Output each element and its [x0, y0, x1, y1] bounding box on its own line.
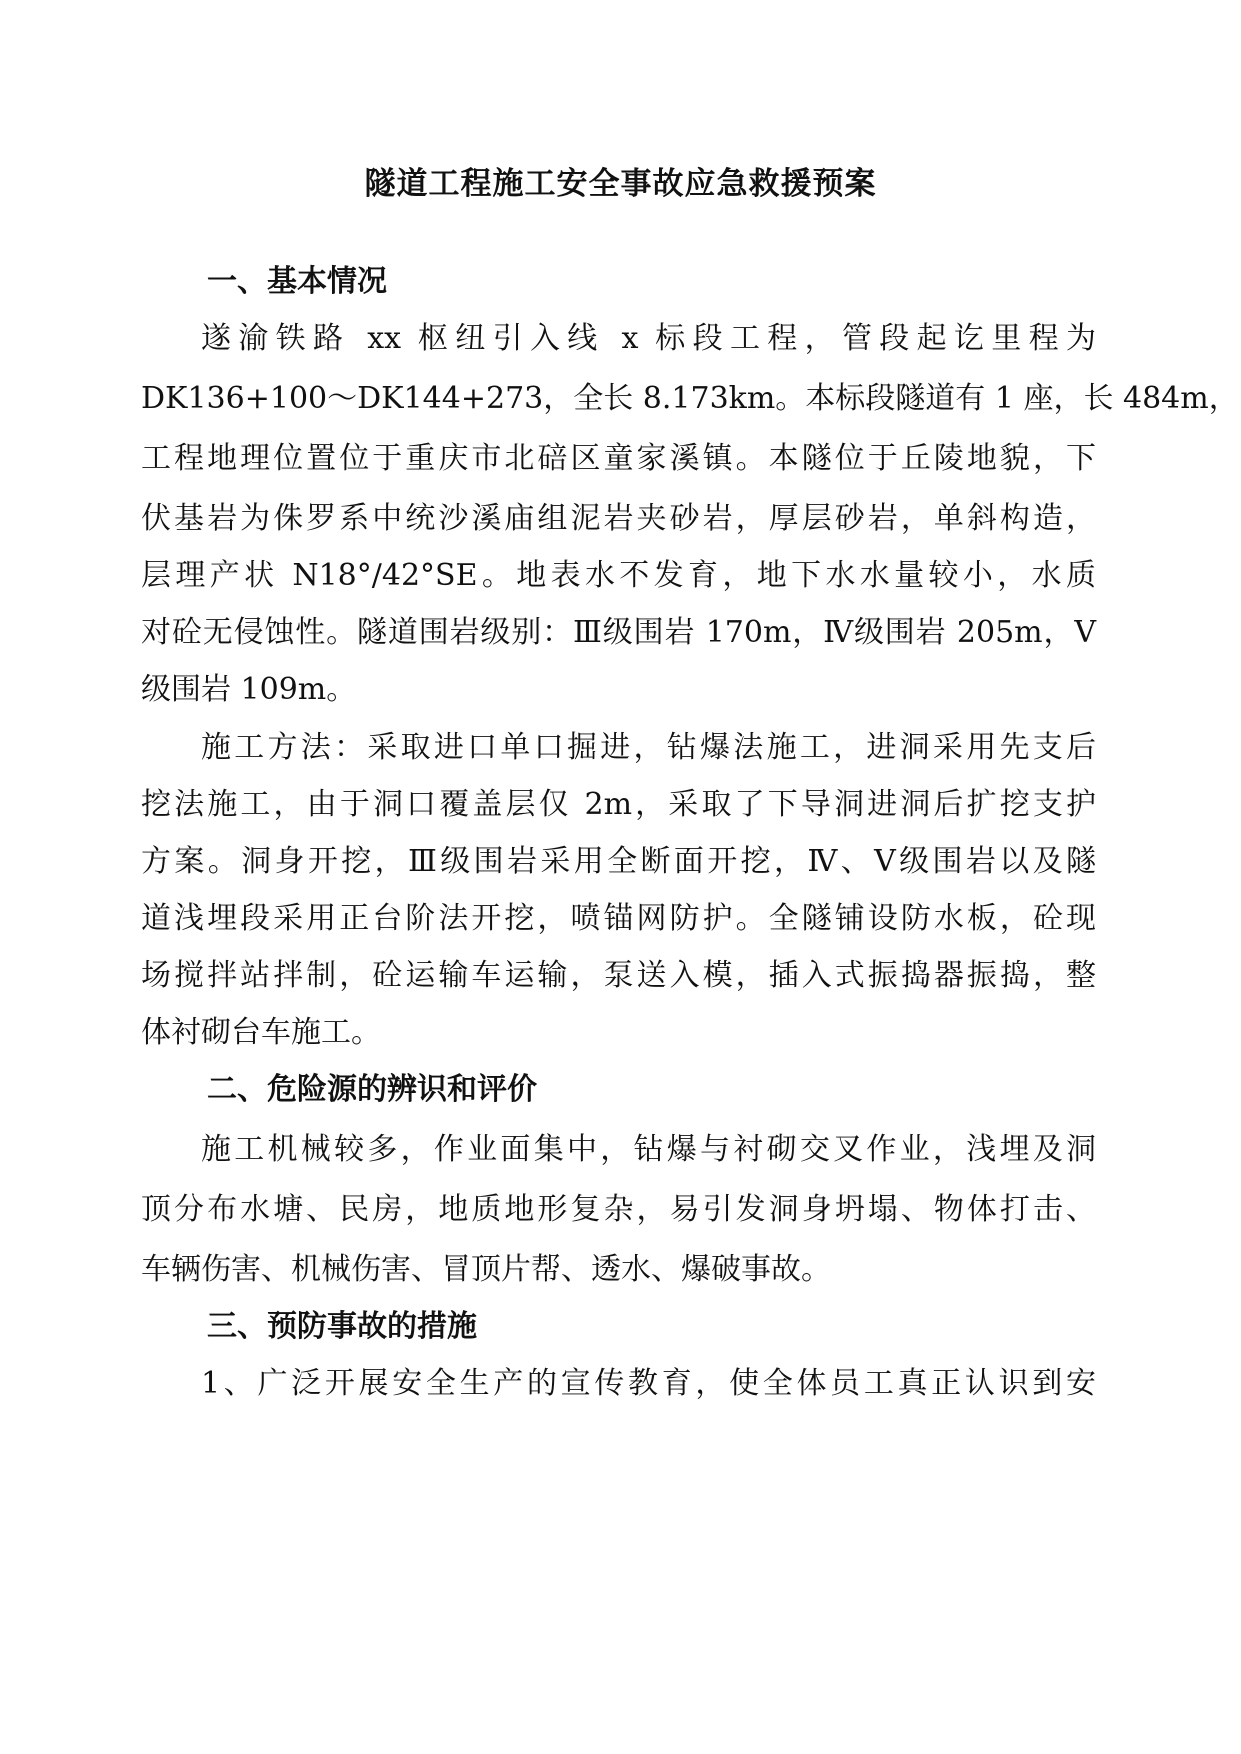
- document-title: 隧道工程施工安全事故应急救援预案: [364, 166, 877, 202]
- paragraph-line: 挖法施工，由于洞口覆盖层仅 2m，采取了下导洞进洞后扩挖支护: [141, 787, 1096, 822]
- paragraph-line: 级围岩 109m。: [141, 672, 357, 707]
- paragraph-line: 伏基岩为侏罗系中统沙溪庙组泥岩夹砂岩，厚层砂岩，单斜构造，: [141, 501, 1096, 536]
- section-heading-prevention-measures: 三、预防事故的措施: [207, 1309, 477, 1344]
- paragraph-line: 层理产状 N18°/42°SE。地表水不发育，地下水水量较小，水质: [141, 558, 1096, 593]
- paragraph-line: 方案。洞身开挖，Ⅲ级围岩采用全断面开挖，Ⅳ、Ⅴ级围岩以及隧: [141, 844, 1096, 879]
- paragraph-line: DK136+100～DK144+273，全长 8.173km。本标段隧道有 1 座，长 484m，: [141, 381, 1239, 416]
- paragraph-line: 体衬砌台车施工。: [141, 1015, 381, 1050]
- paragraph-line: 对砼无侵蚀性。隧道围岩级别：Ⅲ级围岩 170m，Ⅳ级围岩 205m，Ⅴ: [141, 615, 1096, 650]
- section-heading-basic-info: 一、基本情况: [207, 264, 387, 299]
- paragraph-line: 场搅拌站拌制，砼运输车运输，泵送入模，插入式振捣器振捣，整: [141, 958, 1096, 993]
- paragraph-line: 顶分布水塘、民房，地质地形复杂，易引发洞身坍塌、物体打击、: [141, 1192, 1096, 1227]
- paragraph-line: 1、广泛开展安全生产的宣传教育，使全体员工真正认识到安: [201, 1366, 1096, 1401]
- paragraph-line: 施工机械较多，作业面集中，钻爆与衬砌交叉作业，浅埋及洞: [201, 1132, 1096, 1167]
- paragraph-line: 道浅埋段采用正台阶法开挖，喷锚网防护。全隧铺设防水板，砼现: [141, 901, 1096, 936]
- section-heading-hazard-identification: 二、危险源的辨识和评价: [207, 1072, 537, 1107]
- paragraph-line: 车辆伤害、机械伤害、冒顶片帮、透水、爆破事故。: [141, 1252, 831, 1287]
- paragraph-line: 施工方法：采取进口单口掘进，钻爆法施工，进洞采用先支后: [201, 730, 1096, 765]
- paragraph-line: 工程地理位置位于重庆市北碚区童家溪镇。本隧位于丘陵地貌，下: [141, 441, 1096, 476]
- paragraph-line: 遂渝铁路 xx 枢纽引入线 x 标段工程，管段起讫里程为: [201, 321, 1096, 356]
